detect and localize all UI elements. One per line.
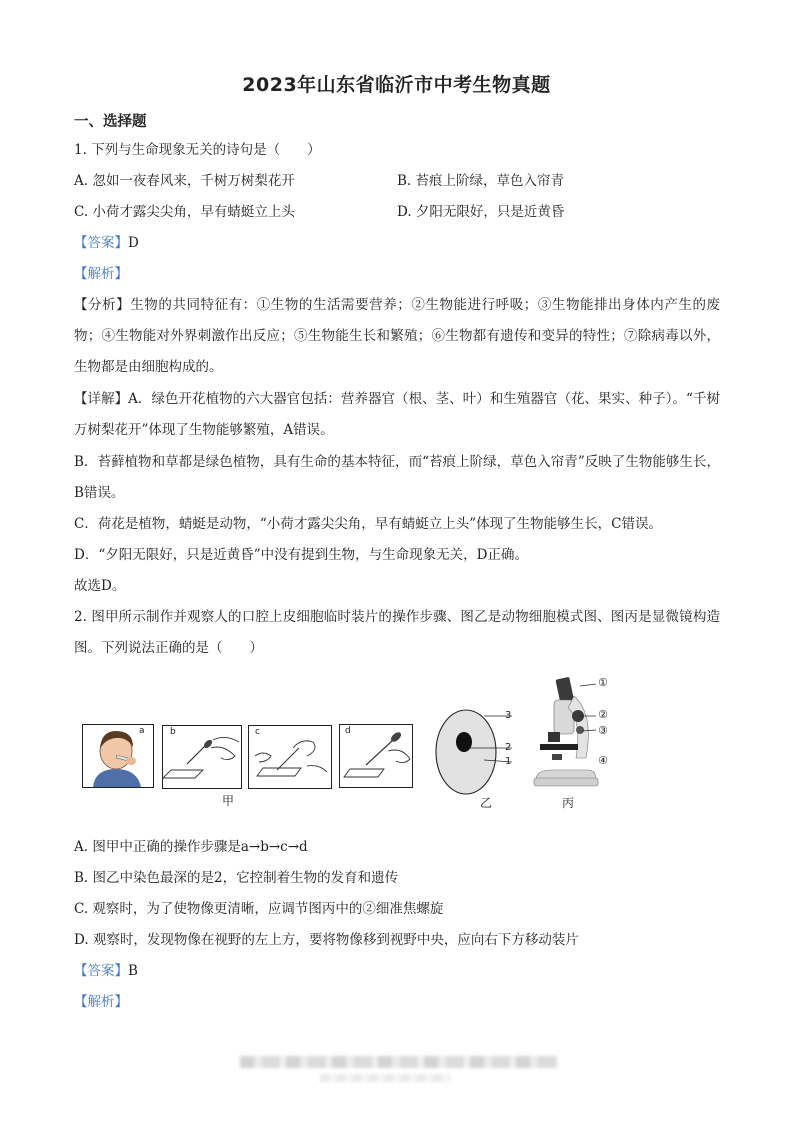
footer-watermark-secondary xyxy=(320,1074,450,1082)
q1-fenxi xyxy=(74,290,720,383)
micro-label-4: ④ xyxy=(598,754,608,767)
step-a-panel xyxy=(82,724,154,788)
q1-xiangjie-d: D．“夕阳无限好，只是近黄昏”中没有提到生物，与生命现象无关，D正确。 xyxy=(74,547,528,563)
section-heading: 一、选择题 xyxy=(74,114,147,130)
answer-tag: 【答案】 xyxy=(74,963,128,979)
footer-watermark xyxy=(240,1056,558,1068)
q2-stem: 2. 图甲所示制作并观察人的口腔上皮细胞临时装片的操作步骤、图乙是动物细胞模式图、图丙是显微镜构造图。下列说法正确的是（ ） xyxy=(74,609,720,656)
q1-option-c: C. 小荷才露尖尖角，早有蜻蜓立上头 xyxy=(74,204,295,220)
animal-cell-diagram xyxy=(432,704,532,804)
q1-option-b: B. 苔痕上阶绿，草色入帘青 xyxy=(397,173,565,189)
fenxi-text: 生物的共同特征有：①生物的生活需要营养；②生物能进行呼吸；③生物能排出身体内产生的废物；④生物能对外界刺激作出反应；⑤生物能生长和繁殖；⑥生物都有遗传和变异的特性；⑦除病毒以外，生物都是由细胞构成的。 xyxy=(74,297,721,375)
cell-label-3: 3 xyxy=(505,710,512,721)
q2-answer xyxy=(74,961,138,981)
q1-analysis-heading xyxy=(74,264,128,284)
q2-option-c: C. 观察时，为了使物像更清晰，应调节图丙中的②细准焦螺旋 xyxy=(74,901,444,917)
figure-label-bing: 丙 xyxy=(562,796,575,810)
q1-conclusion: 故选D。 xyxy=(74,578,126,594)
q1-option-d: D. 夕阳无限好，只是近黄昏 xyxy=(397,204,565,220)
page-title: 2023年山东省临沂市中考生物真题 xyxy=(242,74,551,96)
figure-label-yi: 乙 xyxy=(480,796,493,810)
xiangjie-tag: 【详解】 xyxy=(74,391,129,407)
answer-tag: 【答案】 xyxy=(74,235,128,251)
coverslip-illustration xyxy=(249,726,331,788)
panel-label-b: b xyxy=(170,727,176,737)
step-d-panel xyxy=(339,724,413,788)
q1-stem: 1. 下列与生命现象无关的诗句是（ ） xyxy=(74,142,321,158)
fenxi-tag: 【分析】 xyxy=(74,297,131,313)
micro-label-1: ① xyxy=(598,676,608,689)
answer-value: B xyxy=(128,963,138,979)
step-c-panel xyxy=(248,725,332,789)
cell-label-1: 1 xyxy=(505,756,512,767)
step-b-panel xyxy=(162,725,242,789)
q1-xiangjie-a xyxy=(74,384,720,446)
q1-xiangjie-c: C．荷花是植物，蜻蜓是动物，“小荷才露尖尖角，早有蜻蜓立上头”体现了生物能够生长，C错误。 xyxy=(74,516,662,532)
q2-analysis-heading xyxy=(74,992,128,1012)
cell-label-2: 2 xyxy=(505,742,512,753)
q2-option-b: B. 图乙中染色最深的是2，它控制着生物的发育和遗传 xyxy=(74,870,399,886)
panel-label-a: a xyxy=(139,726,145,736)
answer-value: D xyxy=(128,235,139,251)
q1-xiangjie-b: B．苔藓植物和草都是绿色植物，具有生命的基本特征，而“苔痕上阶绿，草色入帘青”反映了生物能够生长，B错误。 xyxy=(74,454,720,501)
q2-figure xyxy=(80,674,620,814)
stain-illustration xyxy=(340,725,412,787)
q2-option-d: D. 观察时，发现物像在视野的左上方，要将物像移到视野中央，应向右下方移动装片 xyxy=(74,932,579,948)
q2-option-a: A. 图甲中正确的操作步骤是a→b→c→d xyxy=(74,839,308,855)
q1-answer xyxy=(74,233,139,253)
micro-label-2: ② xyxy=(598,708,608,721)
analysis-tag: 【解析】 xyxy=(74,994,128,1010)
figure-label-jia: 甲 xyxy=(222,794,235,808)
panel-label-d: d xyxy=(345,726,351,736)
xiangjie-a-text: A．绿色开花植物的六大器官包括：营养器官（根、茎、叶）和生殖器官（花、果实、种子）。“千树万树梨花开”体现了生物能够繁殖，A错误。 xyxy=(74,391,721,438)
micro-label-3: ③ xyxy=(598,724,608,737)
analysis-tag: 【解析】 xyxy=(74,266,128,282)
panel-label-c: c xyxy=(255,727,260,737)
q1-option-a: A. 忽如一夜春风来，千树万树梨花开 xyxy=(74,173,295,189)
